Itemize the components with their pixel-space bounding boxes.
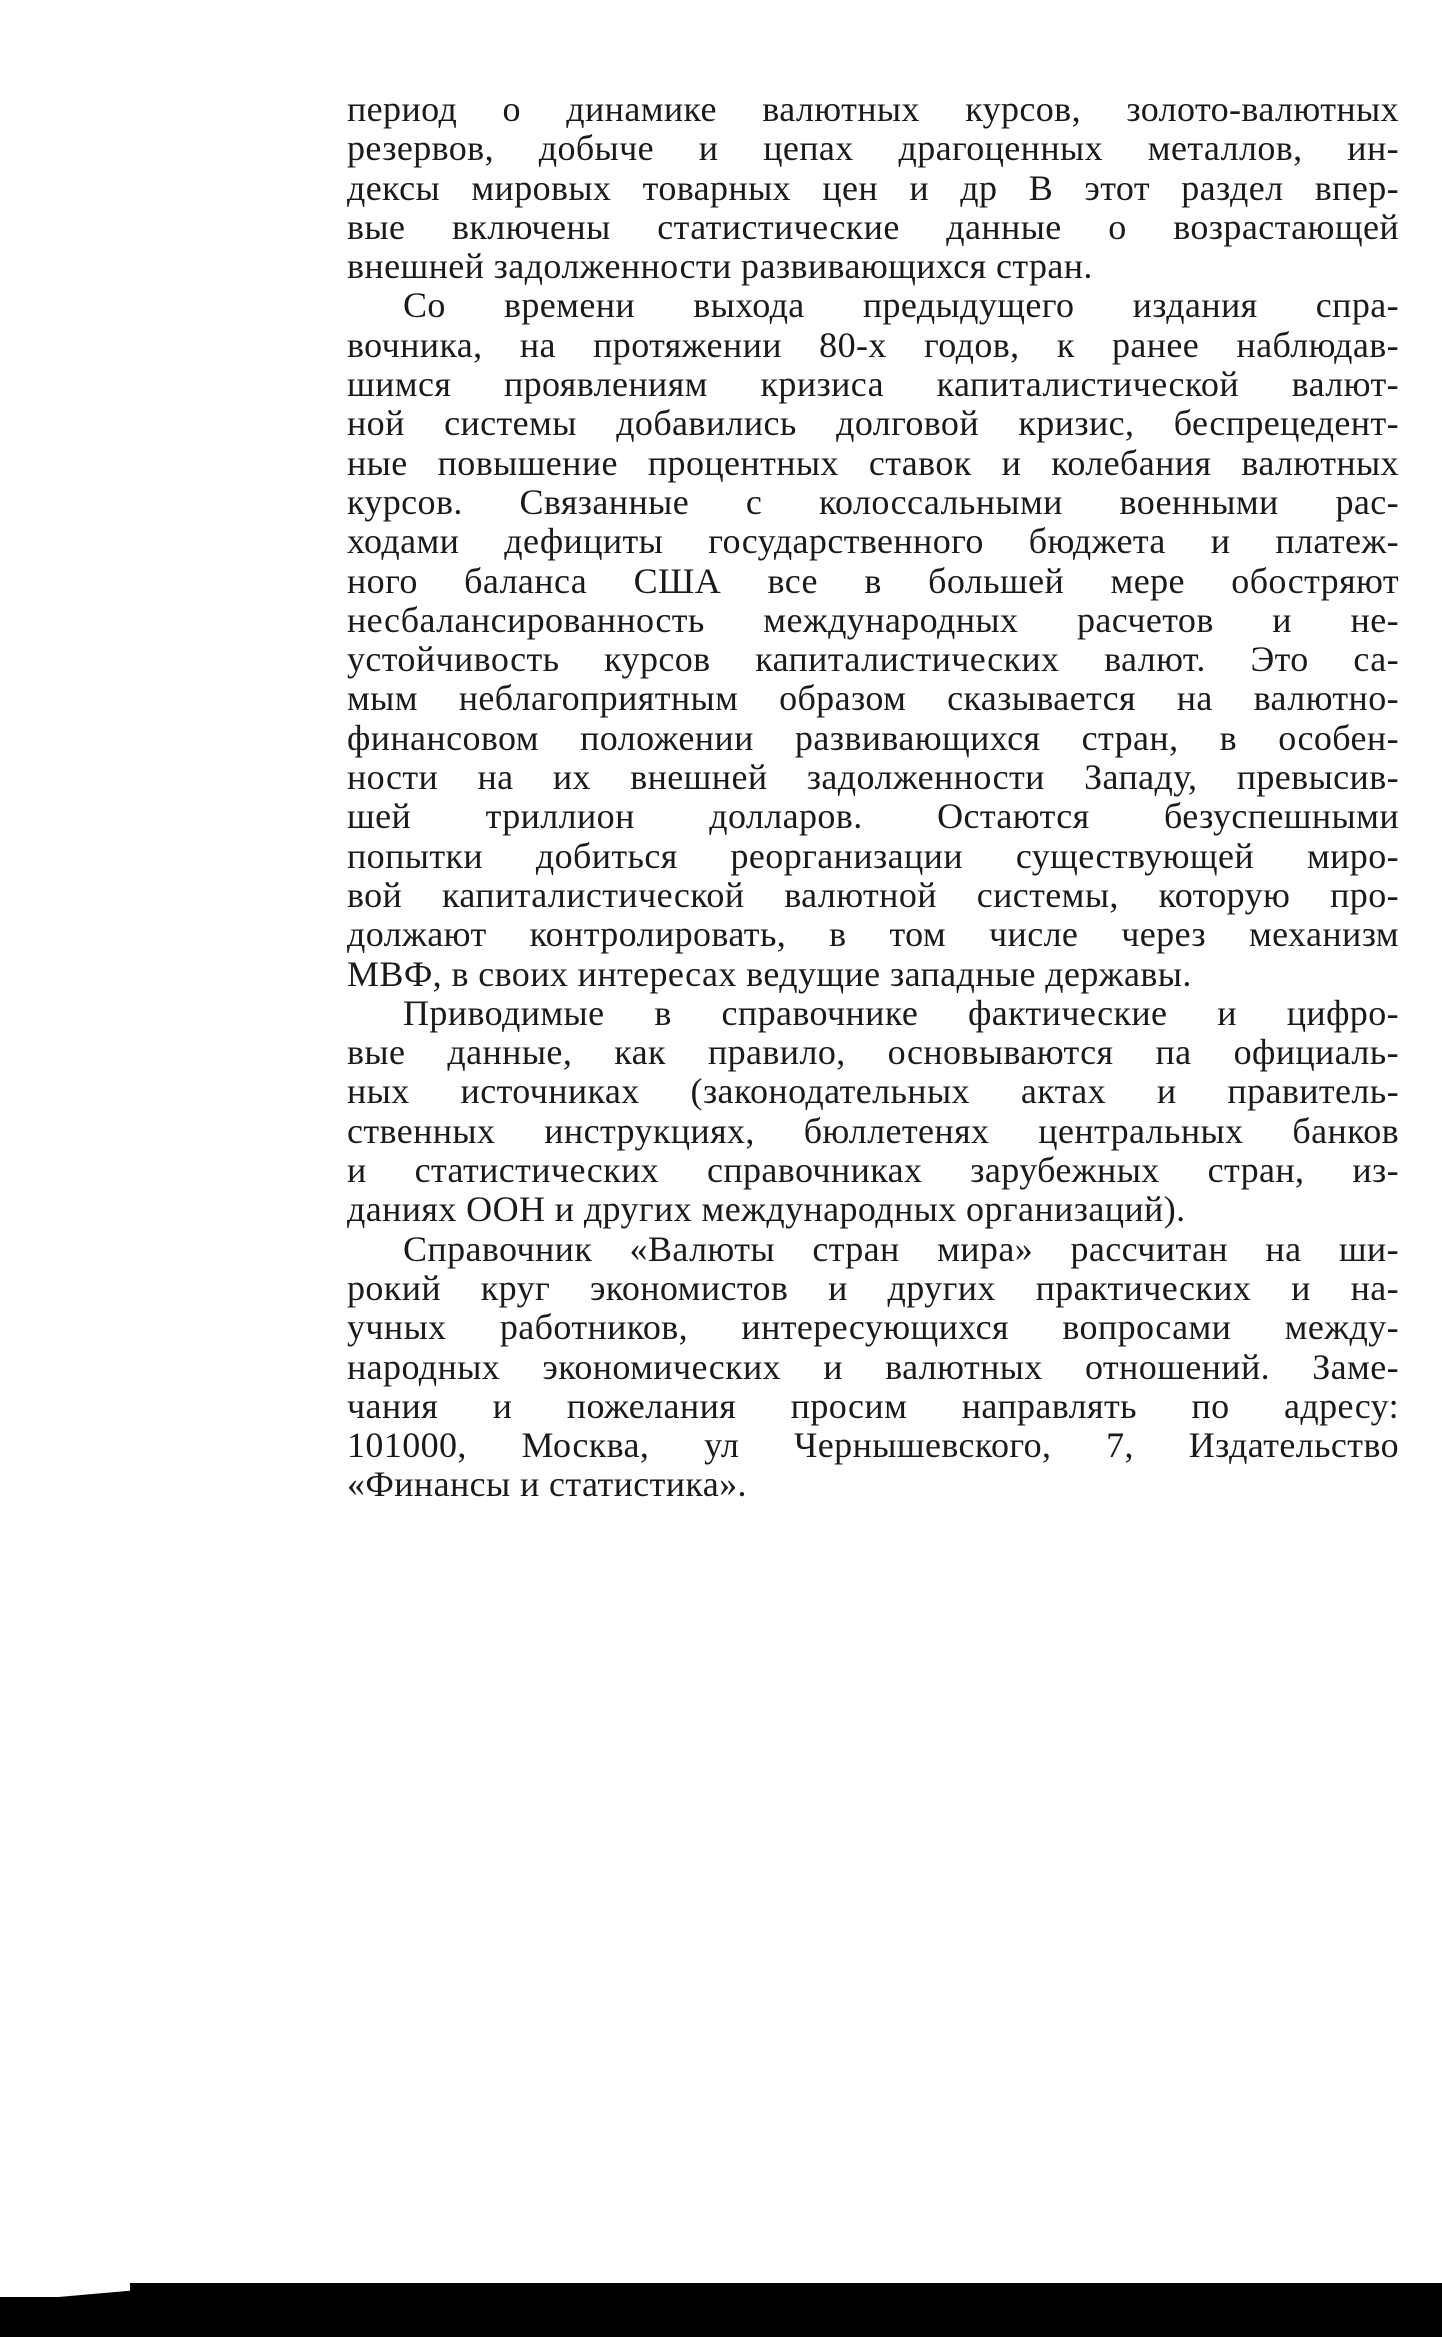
body-text xyxy=(347,90,1399,1505)
text-line: рокий круг экономистов и других практических и на- xyxy=(347,1267,1399,1308)
text-line: ного баланса США все в большей мере обостряют xyxy=(347,560,1399,601)
text-line: резервов, добыче и цепах драгоценных металлов, ин- xyxy=(347,128,1399,169)
text-line: чания и пожелания просим направлять по адресу: xyxy=(347,1385,1399,1426)
text-line: дексы мировых товарных цен и др В этот раздел впер- xyxy=(347,167,1399,208)
text-line: Со времени выхода предыдущего издания спра- xyxy=(403,285,1399,326)
text-line: шимся проявлениям кризиса капиталистической валют- xyxy=(347,364,1399,405)
text-line: шей триллион долларов. Остаются безуспешными xyxy=(347,796,1399,837)
text-line: учных работников, интересующихся вопросами между- xyxy=(347,1307,1399,1348)
text-line: курсов. Связанные с колоссальными военными рас- xyxy=(347,481,1399,522)
text-line: устойчивость курсов капиталистических валют. Это са- xyxy=(347,639,1399,680)
text-line: ности на их внешней задолженности Западу, превысив- xyxy=(347,757,1399,798)
text-line: 101000, Москва, ул Чернышевского, 7, Издательство xyxy=(347,1425,1399,1466)
text-line: попытки добиться реорганизации существующей миро- xyxy=(347,835,1399,876)
text-line: МВФ, в своих интересах ведущие западные державы. xyxy=(347,953,1192,994)
text-line: Справочник «Валюты стран мира» рассчитан на ши- xyxy=(403,1228,1399,1269)
text-line: мым неблагоприятным образом сказывается на валютно- xyxy=(347,678,1399,719)
text-line: вые включены статистические данные о возрастающей xyxy=(347,206,1399,247)
scan-edge-bar xyxy=(0,2283,1442,2337)
text-line: ных источниках (законодательных актах и правитель- xyxy=(347,1071,1399,1112)
text-line: ходами дефициты государственного бюджета и платеж- xyxy=(347,521,1399,562)
text-line: Приводимые в справочнике фактические и цифро- xyxy=(403,992,1399,1033)
text-line: вочника, на протяжении 80-х годов, к ранее наблюдав- xyxy=(347,324,1399,365)
text-line: ной системы добавились долговой кризис, беспрецедент- xyxy=(347,403,1399,444)
text-line: ные повышение процентных ставок и колебания валютных xyxy=(347,442,1399,483)
text-line: ственных инструкциях, бюллетенях центральных банков xyxy=(347,1110,1399,1151)
text-line: внешней задолженности развивающихся стран. xyxy=(347,246,1093,287)
text-line: период о динамике валютных курсов, золото-валютных xyxy=(347,89,1399,129)
text-line: вой капиталистической валютной системы, которую про- xyxy=(347,874,1399,915)
text-line: и статистических справочниках зарубежных стран, из- xyxy=(347,1150,1399,1191)
text-line: несбалансированность международных расчетов и не- xyxy=(347,599,1399,640)
scan-edge-notch xyxy=(0,2283,130,2297)
text-line: должают контролировать, в том числе через механизм xyxy=(347,914,1399,955)
text-line: народных экономических и валютных отношений. Заме- xyxy=(347,1346,1399,1387)
text-line: даниях ООН и других международных организаций). xyxy=(347,1189,1186,1230)
text-line: вые данные, как правило, основываются па официаль- xyxy=(347,1032,1399,1073)
text-line: «Финансы и статистика». xyxy=(347,1464,747,1505)
text-line: финансовом положении развивающихся стран, в особен- xyxy=(347,717,1399,758)
